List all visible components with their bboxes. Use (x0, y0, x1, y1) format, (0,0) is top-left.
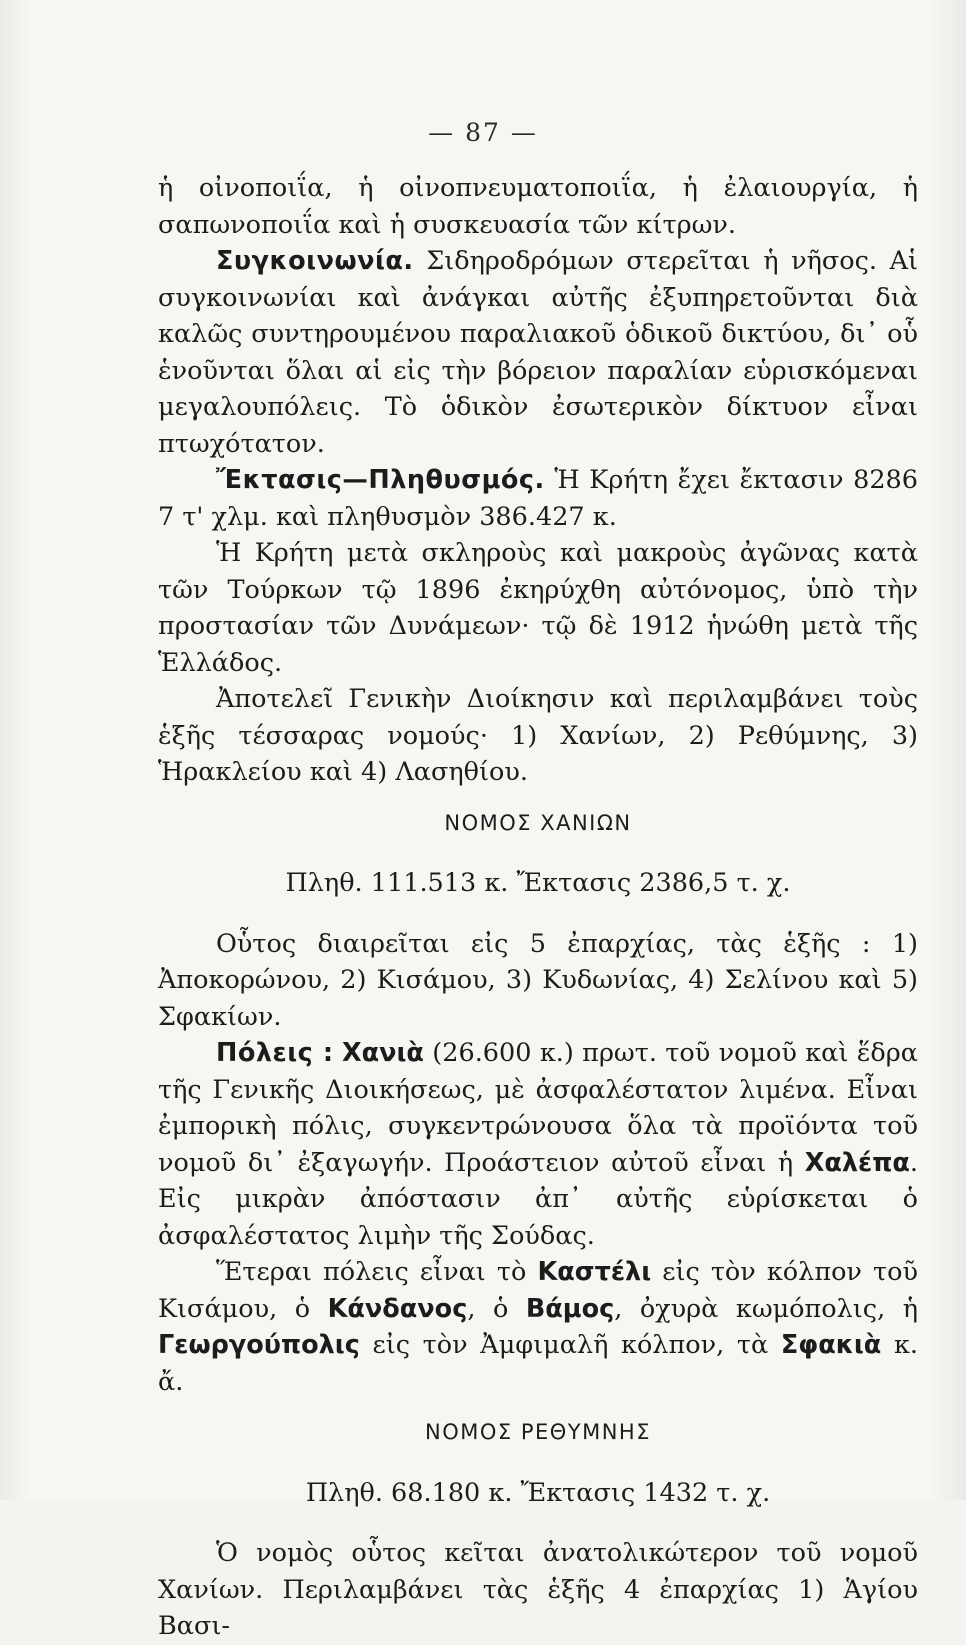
communication-text: Σιδηροδρόμων στερεῖται ἡ νῆσος. Αἱ συγκοινωνίαι καὶ ἀνάγκαι αὐτῆς ἐξυπηρετοῦνται διὰ καλῶς συντηρουμένου παραλιακοῦ ὁδικοῦ δικτύου, δι᾽ οὗ ἑνοῦνται ὅλαι αἱ εἰς τὴν βόρειον παραλίαν εὑρισκόμεναι μεγαλουπόλεις. Τὸ ὁδικὸν ἐσωτερικὸν δίκτυον εἶναι πτωχότατον. (158, 246, 918, 459)
town-sfakia: Σφακιὰ (780, 1330, 882, 1360)
other-cities-text: , ὁ (467, 1293, 526, 1324)
other-cities-text: Ἕτεραι πόλεις εἶναι τὸ (216, 1257, 538, 1287)
communication-heading: Συγκοινωνία. (216, 246, 414, 276)
spacer (158, 1511, 918, 1535)
rethymno-stats: Πληθ. 68.180 κ. Ἔκτασις 1432 τ. χ. (305, 1477, 771, 1508)
spacer (158, 841, 918, 865)
spacer (158, 902, 918, 926)
chania-cities-heading: Πόλεις : (216, 1038, 334, 1068)
suburb-chalepa: Χαλέπα (804, 1147, 910, 1178)
chania-cities-text-a: (26.600 κ.) πρωτ. τοῦ νομοῦ καὶ ἕδρα τῆς Γενικῆς Διοικήσεως, μὲ ἀσφαλέστατον λιμένα. Εἶναι ἐμπορικὴ πόλις, συγκεντρώνουσα ὅλα τὰ προϊόντα τοῦ νομοῦ δι᾽ ἐξαγωγήν. Προάστειον αὐτοῦ εἶναι ἡ (158, 1038, 918, 1178)
history-paragraph: Ἡ Κρήτη μετὰ σκληροὺς καὶ μακροὺς ἀγῶνας κατὰ τῶν Τούρκων τῷ 1896 ἐκηρύχθη αὐτόνομος, ὑπὸ τὴν προστασίαν τῶν Δυνάμεων· τῷ δὲ 1912 ἡνώθη μετὰ τῆς Ἑλλάδος. (158, 538, 918, 678)
spacer (158, 1451, 918, 1475)
chania-provinces-paragraph: Οὗτος διαιρεῖται εἰς 5 ἐπαρχίας, τὰς ἑξῆς : 1) Ἀποκορώνου, 2) Κισάμου, 3) Κυδωνίας, 4) Σελίνου καὶ 5) Σφακίων. (158, 928, 918, 1032)
town-kastelli: Καστέλι (537, 1257, 652, 1287)
town-georgioupolis: Γεωργούπολις (158, 1330, 360, 1360)
page-text (158, 170, 918, 1645)
other-cities-text: , ὀχυρὰ κωμόπολις, ἡ (614, 1293, 918, 1324)
intro-paragraph: ἡ οἰνοποιΐα, ἡ οἰνοπνευματοποιΐα, ἡ ἐλαιουργία, ἡ σαπωνοποιΐα καὶ ἡ συσκευασία τῶν κίτρων. (158, 173, 918, 240)
rethymno-paragraph: Ὁ νομὸς οὗτος κεῖται ἀνατολικώτερον τοῦ νομοῦ Χανίων. Περιλαμβάνει τὰς ἑξῆς 4 ἐπαρχίας 1) Ἁγίου Βασι- (158, 1538, 918, 1641)
area-population-paragraph (158, 462, 918, 535)
rethymno-section-title: ΝΟΜΟΣ ΡΕΘΥΜΝΗΣ (424, 1420, 651, 1444)
other-cities-text: εἰς τὸν Ἀμφιμαλῆ κόλπον, τὰ (359, 1330, 781, 1360)
page-number: — 87 — (428, 118, 538, 147)
chania-section-title: ΝΟΜΟΣ ΧΑΝΙΩΝ (444, 810, 632, 835)
other-cities-text: κ. ἄ. (158, 1330, 918, 1397)
other-cities-text: εἰς τὸν κόλπον τοῦ Κισάμου, ὁ (158, 1257, 918, 1324)
chania-stats: Πληθ. 111.513 κ. Ἔκτασις 2386,5 τ. χ. (285, 868, 791, 898)
communication-paragraph (158, 243, 918, 462)
town-kandanos: Κάνδανος (327, 1293, 468, 1324)
town-vamos: Βάμος (525, 1293, 615, 1324)
city-chania: Χανιὰ (341, 1038, 424, 1068)
chania-other-cities-paragraph (158, 1254, 918, 1400)
administration-paragraph: Ἀποτελεῖ Γενικὴν Διοίκησιν καὶ περιλαμβάνει τοὺς ἑξῆς τέσσαρας νομούς· 1) Χανίων, 2) Ρεθύμνης, 3) Ἡρακλείου καὶ 4) Λασηθίου. (158, 684, 918, 787)
chania-cities-text-b: . Εἰς μικρὰν ἀπόστασιν ἀπ᾽ αὐτῆς εὑρίσκεται ὁ ἀσφαλέστατος λιμὴν τῆς Σούδας. (158, 1147, 918, 1251)
area-population-text: Ἡ Κρήτη ἔχει ἔκτασιν 8286 7 τ' χλμ. καὶ πληθυσμὸν 386.427 κ. (158, 465, 918, 532)
area-population-heading: Ἔκτασις—Πληθυσμός. (216, 465, 545, 495)
chania-cities-paragraph (158, 1035, 918, 1254)
